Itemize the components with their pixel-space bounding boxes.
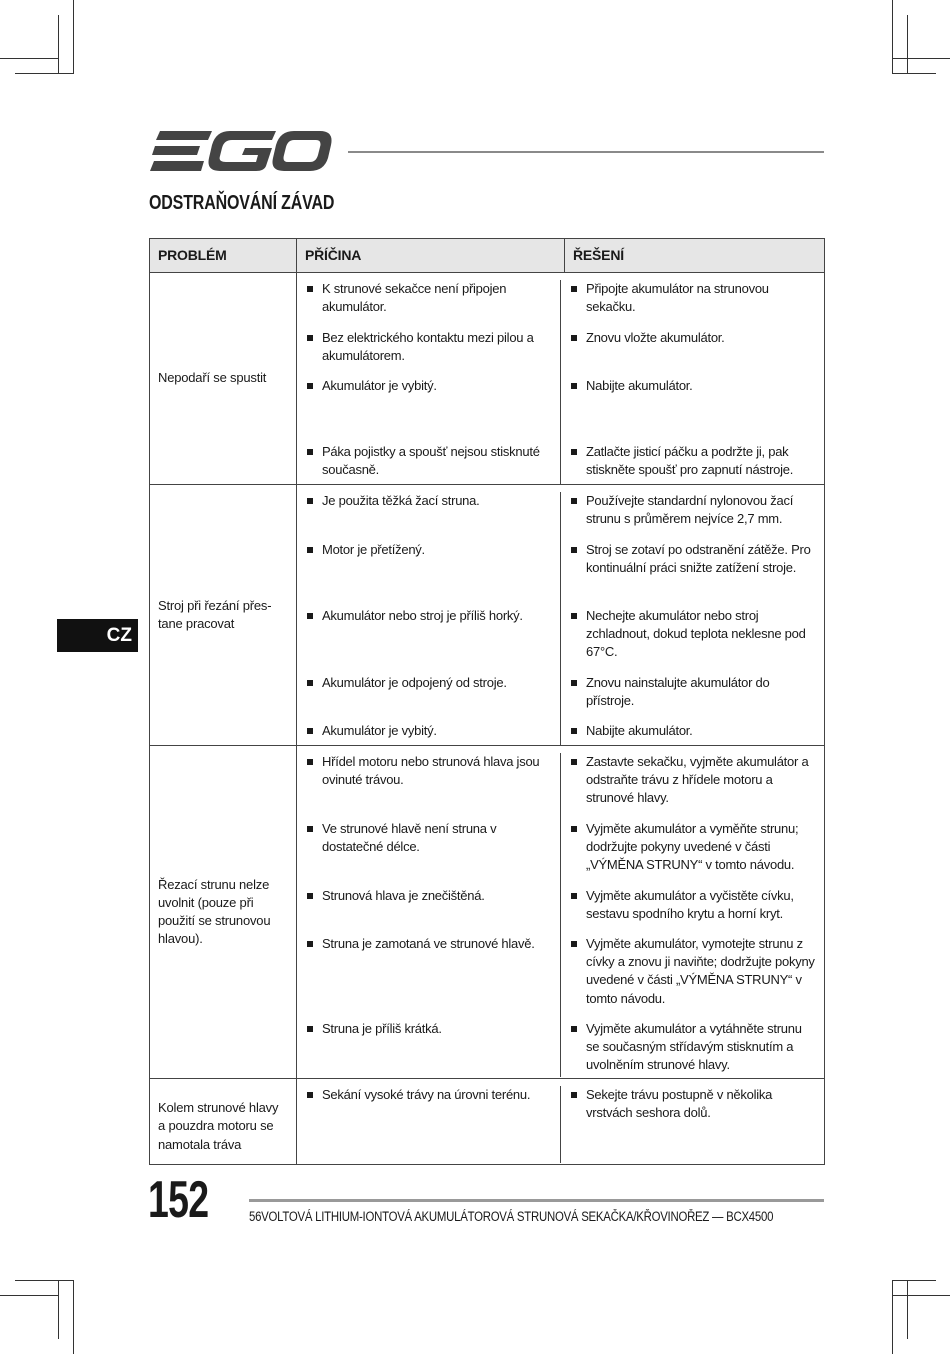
solution-item: Vyjměte akumulátor, vymotejte strunu z cívky a znovu ji naviňte; dodržujte pokyny uvedené v části „VÝMĚNA STRUNY“ v tomto návodu. (561, 935, 824, 1020)
cause-solution-pair (297, 722, 824, 745)
bullet-icon (571, 759, 577, 765)
column-header-solution: ŘEŠENÍ (565, 239, 825, 273)
solution-item: Vyjměte akumulátor a vyčistěte cívku, sestavu spodního krytu a horní kryt. (561, 887, 824, 935)
bullet-icon (571, 1026, 577, 1032)
table-row (150, 273, 825, 485)
bullet-icon (307, 1092, 313, 1098)
cause-item: Strunová hlava je znečištěná. (297, 887, 561, 935)
cause-item: Motor je přetížený. (297, 541, 561, 607)
bullet-icon (571, 286, 577, 292)
cause-solution-pair (297, 329, 824, 377)
cause-solution-pair (297, 1020, 824, 1077)
cause-solution-cell (297, 746, 825, 1079)
bullet-icon (307, 893, 313, 899)
bullet-icon (571, 893, 577, 899)
crop-mark (907, 15, 908, 74)
crop-mark (892, 58, 950, 59)
table-row (150, 1079, 825, 1165)
cause-solution-pair (297, 541, 824, 607)
problem-cell: Nepodaří se spustit (150, 273, 297, 485)
solution-item: Nabijte akumulátor. (561, 722, 824, 745)
solution-item: Zatlačte jisticí páčku a podržte ji, pak stiskněte spoušť pro zapnutí nástroje. (561, 443, 824, 484)
bullet-icon (307, 941, 313, 947)
crop-mark (73, 1280, 74, 1354)
cause-item: K strunové sekačce není připojen akumulátor. (297, 280, 561, 329)
bullet-icon (307, 383, 313, 389)
cause-item: Akumulátor je vybitý. (297, 722, 561, 745)
crop-mark (892, 1280, 893, 1354)
bullet-icon (571, 1092, 577, 1098)
solution-item: Připojte akumulátor na strunovou sekačku. (561, 280, 824, 329)
bullet-icon (307, 286, 313, 292)
bullet-icon (571, 383, 577, 389)
bullet-icon (571, 728, 577, 734)
bullet-icon (307, 449, 313, 455)
crop-mark (892, 1280, 936, 1281)
solution-item: Znovu vložte akumulátor. (561, 329, 824, 377)
solution-item: Nabijte akumulátor. (561, 377, 824, 443)
bullet-icon (307, 728, 313, 734)
solution-item: Stroj se zotaví po odstranění zátěže. Pro kontinuální práci snižte zatížení stroje. (561, 541, 824, 607)
header-rule (348, 151, 824, 153)
cause-item: Páka pojistky a spoušť nejsou stisknuté současně. (297, 443, 561, 484)
troubleshooting-table (149, 238, 825, 1165)
bullet-icon (307, 759, 313, 765)
solution-item: Sekejte trávu postupně v několika vrstvách seshora dolů. (561, 1086, 824, 1163)
crop-mark (58, 15, 59, 74)
cause-item: Akumulátor nebo stroj je příliš horký. (297, 607, 561, 674)
cause-item: Ve strunové hlavě není struna v dostatečné délce. (297, 820, 561, 887)
bullet-icon (307, 498, 313, 504)
cause-item: Akumulátor je odpojený od stroje. (297, 674, 561, 722)
bullet-icon (571, 547, 577, 553)
bullet-icon (307, 680, 313, 686)
bullet-icon (307, 1026, 313, 1032)
page-title: ODSTRAŇOVÁNÍ ZÁVAD (149, 192, 335, 214)
solution-item: Vyjměte akumulátor a vyměňte strunu; dodržujte pokyny uvedené v části „VÝMĚNA STRUNY“ v tomto návodu. (561, 820, 824, 887)
crop-mark (0, 58, 58, 59)
solution-item: Znovu nainstalujte akumulátor do přístroje. (561, 674, 824, 722)
cause-solution-cell (297, 485, 825, 746)
cause-item: Sekání vysoké trávy na úrovni terénu. (297, 1086, 561, 1163)
crop-mark (892, 73, 936, 74)
bullet-icon (571, 680, 577, 686)
cause-solution-pair (297, 753, 824, 820)
table-row (150, 746, 825, 1079)
solution-item: Vyjměte akumulátor a vytáhněte strunu se současným střídavým stisknutím a uvolněním strunové hlavy. (561, 1020, 824, 1077)
cause-solution-pair (297, 887, 824, 935)
column-header-problem: PROBLÉM (150, 239, 297, 273)
table-header-row (150, 239, 825, 273)
bullet-icon (571, 613, 577, 619)
language-tab: CZ (57, 619, 138, 652)
cause-solution-pair (297, 280, 824, 329)
cause-solution-pair (297, 443, 824, 484)
bullet-icon (571, 449, 577, 455)
cause-solution-pair (297, 492, 824, 541)
bullet-icon (307, 826, 313, 832)
cause-item: Hřídel motoru nebo strunová hlava jsou ovinuté trávou. (297, 753, 561, 820)
bullet-icon (571, 335, 577, 341)
bullet-icon (307, 335, 313, 341)
bullet-icon (307, 547, 313, 553)
cause-solution-pair (297, 377, 824, 443)
page-number: 152 (148, 1171, 209, 1229)
cause-item: Struna je příliš krátká. (297, 1020, 561, 1077)
cause-solution-pair (297, 607, 824, 674)
crop-mark (58, 1280, 59, 1339)
crop-mark (0, 1295, 58, 1296)
bullet-icon (571, 941, 577, 947)
problem-cell: Řezací strunu nelze uvolnit (pouze při použití se strunovou hlavou). (150, 746, 297, 1079)
crop-mark (907, 1280, 908, 1339)
footer-rule (249, 1199, 824, 1202)
ego-logo (150, 128, 332, 174)
cause-solution-pair (297, 1086, 824, 1163)
cause-item: Bez elektrického kontaktu mezi pilou a akumulátorem. (297, 329, 561, 377)
column-header-cause: PŘÍČINA (297, 239, 565, 273)
problem-cell: Stroj při řezání přes-tane pracovat (150, 485, 297, 746)
bullet-icon (571, 498, 577, 504)
bullet-icon (571, 826, 577, 832)
crop-mark (892, 0, 893, 74)
bullet-icon (307, 613, 313, 619)
cause-item: Je použita těžká žací struna. (297, 492, 561, 541)
solution-item: Zastavte sekačku, vyjměte akumulátor a odstraňte trávu z hřídele motoru a strunové hlavy. (561, 753, 824, 820)
cause-solution-pair (297, 935, 824, 1020)
footer-text: 56VOLTOVÁ LITHIUM-IONTOVÁ AKUMULÁTOROVÁ STRUNOVÁ SEKAČKA/KŘOVINOŘEZ — BCX4500 (249, 1209, 774, 1224)
cause-solution-cell (297, 1079, 825, 1165)
cause-solution-pair (297, 674, 824, 722)
table-row (150, 485, 825, 746)
crop-mark (73, 0, 74, 74)
cause-item: Akumulátor je vybitý. (297, 377, 561, 443)
cause-solution-pair (297, 820, 824, 887)
cause-solution-cell (297, 273, 825, 485)
crop-mark (892, 1295, 950, 1296)
solution-item: Nechejte akumulátor nebo stroj zchladnout, dokud teplota neklesne pod 67°C. (561, 607, 824, 674)
crop-mark (15, 1280, 73, 1281)
solution-item: Používejte standardní nylonovou žací strunu s průměrem nejvíce 2,7 mm. (561, 492, 824, 541)
crop-mark (15, 73, 73, 74)
problem-cell: Kolem strunové hlavy a pouzdra motoru se namotala tráva (150, 1079, 297, 1165)
cause-item: Struna je zamotaná ve strunové hlavě. (297, 935, 561, 1020)
